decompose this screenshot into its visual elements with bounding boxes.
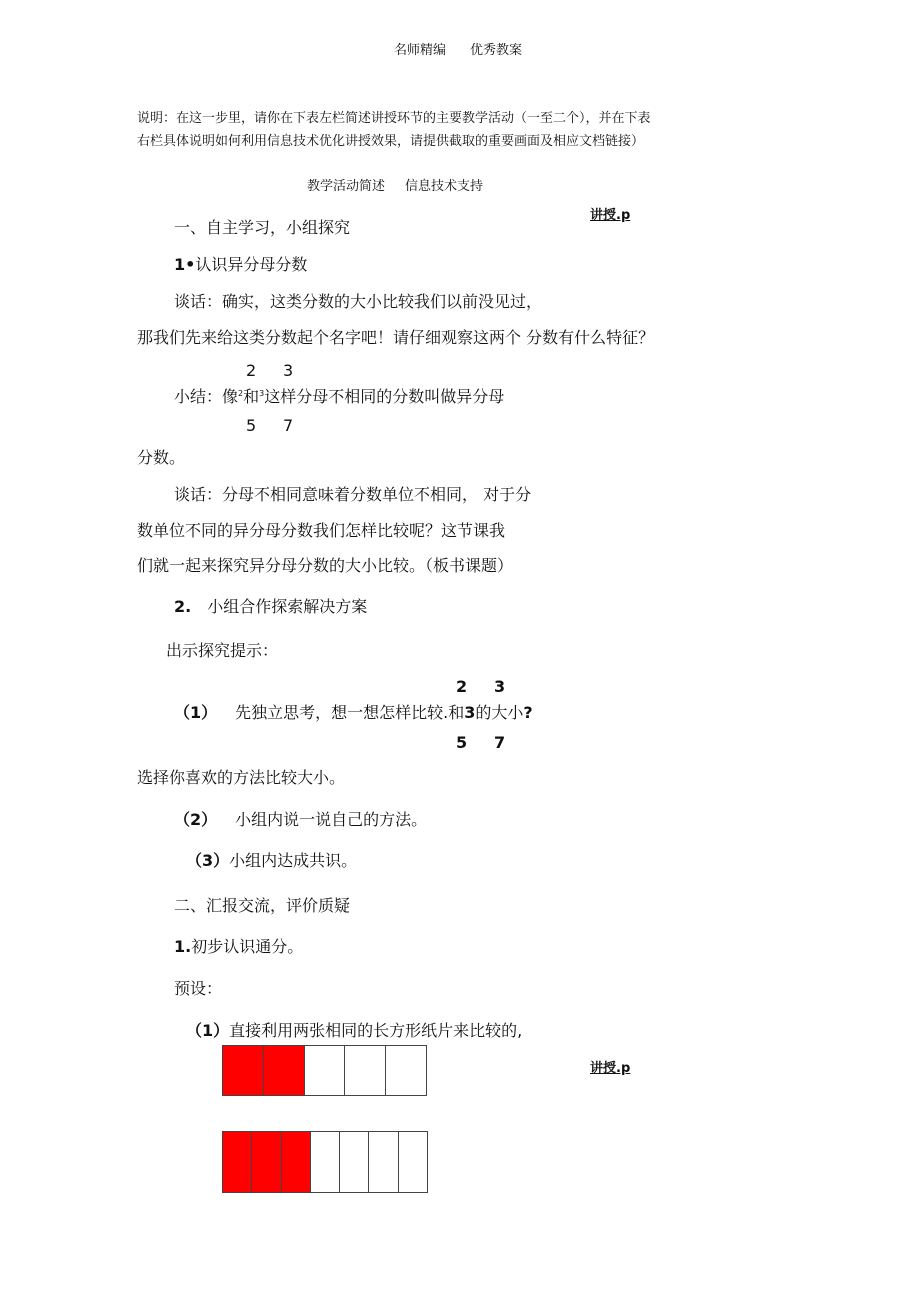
talk-2-line-1: 谈话：分母不相同意味着分数单位不相同， 对于分	[174, 485, 532, 504]
fraction-bar-two-fifths	[222, 1045, 427, 1096]
lecture-file-link[interactable]: 讲授.p	[590, 208, 631, 223]
hint-1-numerator-a: 2	[456, 677, 468, 696]
empty-part	[386, 1046, 426, 1095]
talk-2-line-3: 们就一起来探究异分母分数的大小比较。（板书课题）	[137, 556, 514, 575]
hint-2-text: 小组内说一说自己的方法。	[235, 810, 428, 829]
talk-2-line-2: 数单位不同的异分母分数我们怎样比较呢？这节课我	[137, 521, 506, 540]
talk-1-line-1: 谈话：确实，这类分数的大小比较我们以前没见过，	[174, 292, 543, 311]
column-header-tech-support: 信息技术支持	[405, 179, 484, 194]
subsection-1-2	[174, 597, 367, 616]
preset-item-1-label: （1）	[186, 1021, 230, 1040]
column-header-activity: 教学活动简述	[307, 179, 386, 194]
hint-1-num-b: 3	[464, 703, 476, 722]
hint-1	[174, 703, 533, 722]
subsection-text: 认识异分母分数	[195, 255, 308, 274]
subsection-text: 初步认识通分。	[191, 937, 304, 956]
section-1-title: 一、自主学习，小组探究	[174, 218, 351, 237]
empty-part	[305, 1046, 346, 1095]
fraction-denominator-a: 5	[246, 416, 257, 435]
empty-part	[345, 1046, 386, 1095]
hint-3-label: （3）	[186, 851, 230, 870]
hint-1-text-a: 先独立思考，想一想怎样比较	[235, 703, 444, 722]
lecture-file-link-2[interactable]: 讲授.p	[590, 1061, 631, 1076]
hint-1-qmark: ?	[523, 703, 533, 722]
preset-item-1-text: 直接利用两张相同的长方形纸片来比较的,	[229, 1021, 523, 1040]
subsection-number: 1•	[174, 255, 196, 274]
hint-3-text: 小组内达成共识。	[229, 851, 358, 870]
talk-1-line-2: 那我们先来给这类分数起个名字吧！请仔细观察这两个 分数有什么特征？	[137, 328, 655, 347]
summary-sup-a: 2	[238, 389, 244, 398]
filled-part	[252, 1132, 281, 1192]
section-2-title: 二、汇报交流，评价质疑	[174, 896, 351, 915]
hints-title: 出示探究提示：	[166, 641, 279, 660]
summary-suffix: 这样分母不相同的分数叫做异分母	[264, 387, 505, 406]
subsection-number: 2.	[174, 597, 192, 616]
summary-sup-b: 3	[259, 389, 265, 398]
filled-part	[223, 1046, 264, 1095]
header-left: 名师精编	[394, 43, 447, 58]
filled-part	[282, 1132, 311, 1192]
preset-label: 预设：	[174, 979, 223, 998]
subsection-2-1	[174, 937, 303, 956]
hint-1-follow: 选择你喜欢的方法比较大小。	[137, 768, 346, 787]
hint-3	[186, 851, 357, 870]
hint-2	[174, 810, 427, 829]
filled-part	[264, 1046, 305, 1095]
preset-item-1	[186, 1021, 522, 1040]
hint-1-text-c: 的大小	[475, 703, 524, 722]
hint-2-label: （2）	[174, 810, 218, 829]
subsection-number: 1.	[174, 937, 192, 956]
subsection-1-1	[174, 255, 307, 274]
fraction-bar-three-sevenths	[222, 1131, 428, 1193]
empty-part	[340, 1132, 369, 1192]
instruction-line-1: 说明：在这一步里，请你在下表左栏简述讲授环节的主要教学活动（一至二个），并在下表	[137, 111, 651, 126]
empty-part	[311, 1132, 340, 1192]
filled-part	[223, 1132, 252, 1192]
fraction-numerator-a: 2	[246, 361, 257, 380]
header-right: 优秀教案	[470, 43, 523, 58]
hint-1-text-b: .和	[443, 703, 465, 722]
empty-part	[399, 1132, 427, 1192]
hint-1-numerator-b: 3	[494, 677, 506, 696]
subsection-text: 小组合作探索解决方案	[207, 597, 368, 616]
hint-1-denominator-a: 5	[456, 733, 468, 752]
empty-part	[369, 1132, 398, 1192]
fraction-denominator-b: 7	[283, 416, 294, 435]
summary-text	[174, 387, 504, 406]
summary-prefix: 小结：像	[174, 387, 239, 406]
hint-1-denominator-b: 7	[494, 733, 506, 752]
summary-end: 分数。	[137, 448, 186, 467]
instruction-line-2: 右栏具体说明如何利用信息技术优化讲授效果，请提供截取的重要画面及相应文档链接）	[137, 134, 645, 149]
summary-mid: 和	[243, 387, 260, 406]
fraction-numerator-b: 3	[283, 361, 294, 380]
hint-1-label: （1）	[174, 703, 218, 722]
